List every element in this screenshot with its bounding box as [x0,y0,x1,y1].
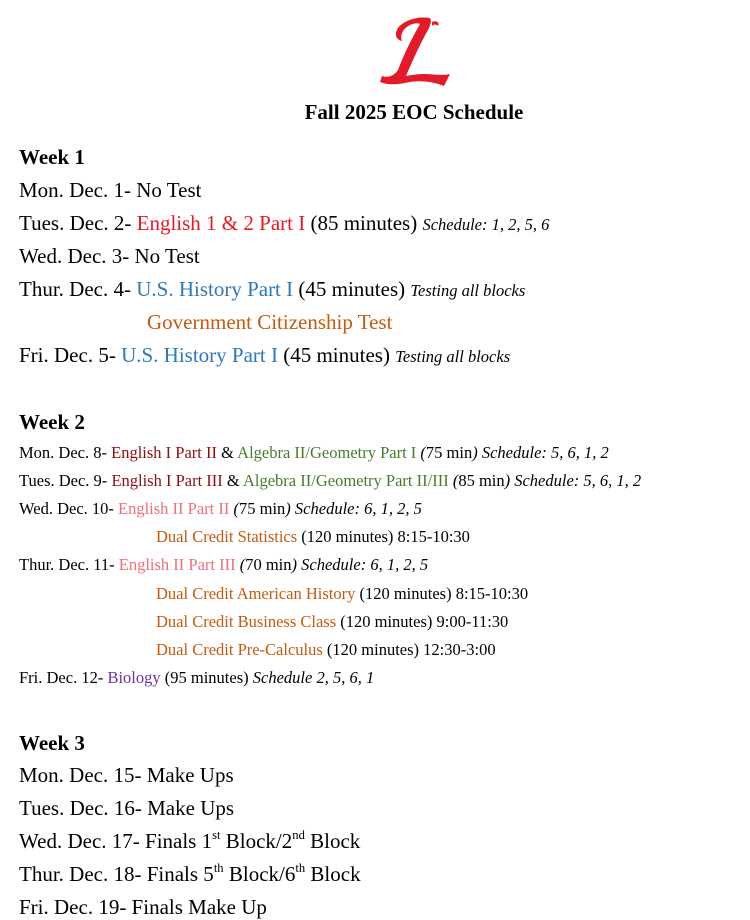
week2-heading: Week 2 [19,410,85,434]
subject: Dual Credit Statistics [156,527,298,546]
schedule-note: Schedule: 5, 6, 1, 2 [514,471,642,490]
subject: Dual Credit Pre-Calculus [156,640,323,659]
subject: Biology [107,668,161,687]
subject: Dual Credit American History [156,584,356,603]
schedule-note: Schedule: 5, 6, 1, 2 [481,443,609,462]
week3-line-thu: Thur. Dec. 18- Finals 5th Block/6th Block [19,861,361,886]
week2-line-tue: Tues. Dec. 9- English I Part III & Algebra II/Geometry Part II/III (85 min) Schedule: 5, 6, 1, 2 [19,471,642,490]
schedule-note: Testing all blocks [395,347,511,366]
week1-line-mon: Mon. Dec. 1- No Test [19,178,202,202]
subject: Algebra II/Geometry Part I [237,443,417,462]
week1-line-thu: Thur. Dec. 4- U.S. History Part I (45 minutes) Testing all blocks [19,277,526,301]
week3-heading: Week 3 [19,731,85,755]
schedule-note: Testing all blocks [410,281,526,300]
subject: English 1 & 2 Part I [136,211,306,235]
week2-line-thu-4: Dual Credit Pre-Calculus (120 minutes) 12:30-3:00 [156,640,496,659]
week2-line-thu-3: Dual Credit Business Class (120 minutes) 9:00-11:30 [156,612,509,631]
week2-line-thu: Thur. Dec. 11- English II Part III (70 min) Schedule: 6, 1, 2, 5 [19,555,429,574]
week2-line-wed: Wed. Dec. 10- English II Part II (75 min) Schedule: 6, 1, 2, 5 [19,499,422,518]
week2-line-mon: Mon. Dec. 8- English I Part II & Algebra II/Geometry Part I (75 min) Schedule: 5, 6, 1, 2 [19,443,609,462]
week3-line-fri: Fri. Dec. 19- Finals Make Up [19,895,267,919]
subject: U.S. History Part I [121,343,278,367]
week3-line-tue: Tues. Dec. 16- Make Ups [19,796,235,820]
week1-heading: Week 1 [19,145,85,169]
schedule-note: Schedule: 6, 1, 2, 5 [294,499,422,518]
page-title: Fall 2025 EOC Schedule [304,100,524,124]
week3-line-wed: Wed. Dec. 17- Finals 1st Block/2nd Block [19,828,361,853]
week2-line-fri: Fri. Dec. 12- Biology (95 minutes) Schedule 2, 5, 6, 1 [19,668,375,687]
school-logo [378,14,452,90]
subject: English II Part II [118,499,230,518]
week1-line-fri: Fri. Dec. 5- U.S. History Part I (45 minutes) Testing all blocks [19,343,511,367]
week2-line-wed-2: Dual Credit Statistics (120 minutes) 8:15-10:30 [156,527,470,546]
subject: English II Part III [118,555,236,574]
subject: English I Part II [111,443,217,462]
schedule-note: Schedule: 1, 2, 5, 6 [422,215,550,234]
subject: Dual Credit Business Class [156,612,337,631]
subject: Government Citizenship Test [147,310,393,334]
schedule-note: Schedule 2, 5, 6, 1 [252,668,375,687]
subject: U.S. History Part I [136,277,294,301]
schedule-note: Schedule: 6, 1, 2, 5 [301,555,429,574]
week1-line-wed: Wed. Dec. 3- No Test [19,244,200,268]
week1-line-thu-2 [147,310,392,335]
subject: English I Part III [111,471,223,490]
week2-line-thu-2: Dual Credit American History (120 minutes) 8:15-10:30 [156,584,529,603]
week3-line-mon: Mon. Dec. 15- Make Ups [19,763,234,787]
subject: Algebra II/Geometry Part II/III [242,471,449,490]
week1-line-tue: Tues. Dec. 2- English 1 & 2 Part I (85 minutes) Schedule: 1, 2, 5, 6 [19,211,550,235]
logo-letter-l [380,17,450,86]
